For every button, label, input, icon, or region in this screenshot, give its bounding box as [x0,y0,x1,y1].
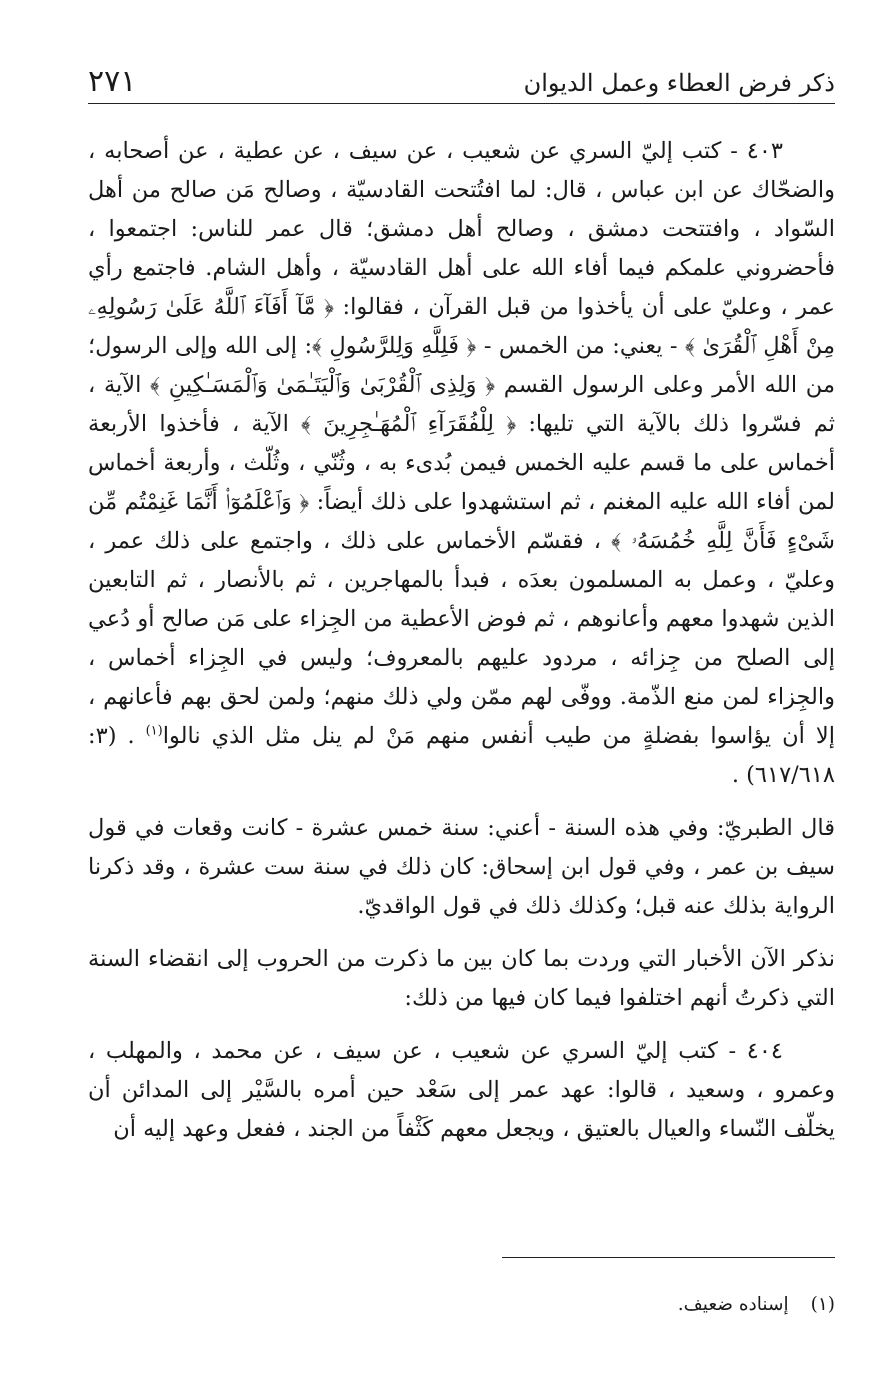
paragraph-text: ٤٠٤ - كتب إليّ السري عن شعيب ، عن سيف ، عن محمد ، والمهلب ، وعمرو ، وسعيد ، قالوا: عهد عمر إلى سَعْد حين أمره بالسَّيْر إلى المدائن أن يخلّف النّساء والعيال بالعتيق ، ويجعل معهم كَثْفاً من الجند ، ففعل وعهد إليه أن [88,1038,835,1142]
paragraph-403 [88,132,835,795]
main-text [88,132,835,1149]
footnote-divider [502,1257,835,1258]
page-number: ٢٧١ [88,64,137,99]
footnote-marker: (١) [145,723,163,739]
paragraph-text: ٤٠٣ - كتب إليّ السري عن شعيب ، عن سيف ، عن عطية ، عن أصحابه ، والضحّاك عن ابن عباس ، قال: لما افتُتحت القادسيّة ، وصالح مَن صالح من أهل السّواد ، وافتتحت دمشق ، وصالح أهل دمشق؛ قال عمر للناس: اجتمعوا ، فأحضروني علمكم فيما أفاء الله على أهل القادسيّة ، وأهل الشام. فاجتمع رأي عمر ، وعليّ على أن يأخذوا من قبل القرآن ، فقالوا: ﴿ مَّآ أَفَآءَ ٱللَّهُ عَلَىٰ رَسُولِهِۦ مِنْ أَهْلِ ٱلْقُرَىٰ ﴾ - يعني: من الخمس - ﴿ فَلِلَّهِ وَلِلرَّسُولِ ﴾: إلى الله وإلى الرسول؛ من الله الأمر وعلى الرسول القسم ﴿ وَلِذِى ٱلْقُرْبَىٰ وَٱلْيَتَـٰمَىٰ وَٱلْمَسَـٰكِينِ ﴾ الآية ، ثم فسّروا ذلك بالآية التي تليها: ﴿ لِلْفُقَرَآءِ ٱلْمُهَـٰجِرِينَ ﴾ الآية ، فأخذوا الأربعة أخماس على ما قسم عليه الخمس فيمن بُدىء به ، وثُنّي ، وثُلّث ، وأربعة أخماس لمن أفاء الله عليه المغنم ، ثم استشهدوا على ذلك أيضاً: ﴿ وَٱعْلَمُوٓا۟ أَنَّمَا غَنِمْتُم مِّن شَىْءٍ فَأَنَّ لِلَّهِ خُمُسَهُۥ ﴾ ، فقسّم الأخماس على ذلك ، واجتمع على ذلك عمر ، وعليّ ، وعمل به المسلمون بعدَه ، فبدأ بالمهاجرين ، ثم بالأنصار ، ثم التابعين الذين شهدوا معهم وأعانوهم ، ثم فوض الأعطية من الجِزاء على مَن صالح أو دُعي إلى الصلح من جِزائه ، مردود عليهم بالمعروف؛ وليس في الجِزاء أخماس ، والجِزاء لمن منع الذّمة. ووفّى لهم ممّن ولي ذلك منهم؛ ولمن لحق بهم فأعانهم ، إلا أن يؤاسوا بفضلةٍ من طيب أنفس منهم مَنْ لم ينل مثل الذي نالوا [88,138,836,749]
footnote-text: إسناده ضعيف. [677,1294,789,1315]
paragraph-404 [88,1032,835,1149]
paragraph-intro [88,940,835,1018]
footnote-number: (١) [810,1294,835,1315]
paragraph-text: قال الطبريّ: وفي هذه السنة - أعني: سنة خمس عشرة - كانت وقعات في قول سيف بن عمر ، وفي قول ابن إسحاق: كان ذلك في سنة ست عشرة ، وقد ذكرنا الرواية بذلك عنه قبل؛ وكذلك ذلك في قول الواقديّ. [88,815,835,919]
paragraph-text: نذكر الآن الأخبار التي وردت بما كان بين ما ذكرت من الحروب إلى انقضاء السنة التي ذكرتُ أنهم اختلفوا فيما كان فيها من ذلك: [88,946,835,1011]
footnote [678,1290,835,1320]
chapter-title: ذكر فرض العطاء وعمل الديوان [523,69,835,97]
paragraph-tabari-note [88,809,835,926]
header-divider [88,103,835,104]
running-header [88,62,835,100]
citation: . (٣: ٦١٧/٦١٨) . [88,723,835,788]
